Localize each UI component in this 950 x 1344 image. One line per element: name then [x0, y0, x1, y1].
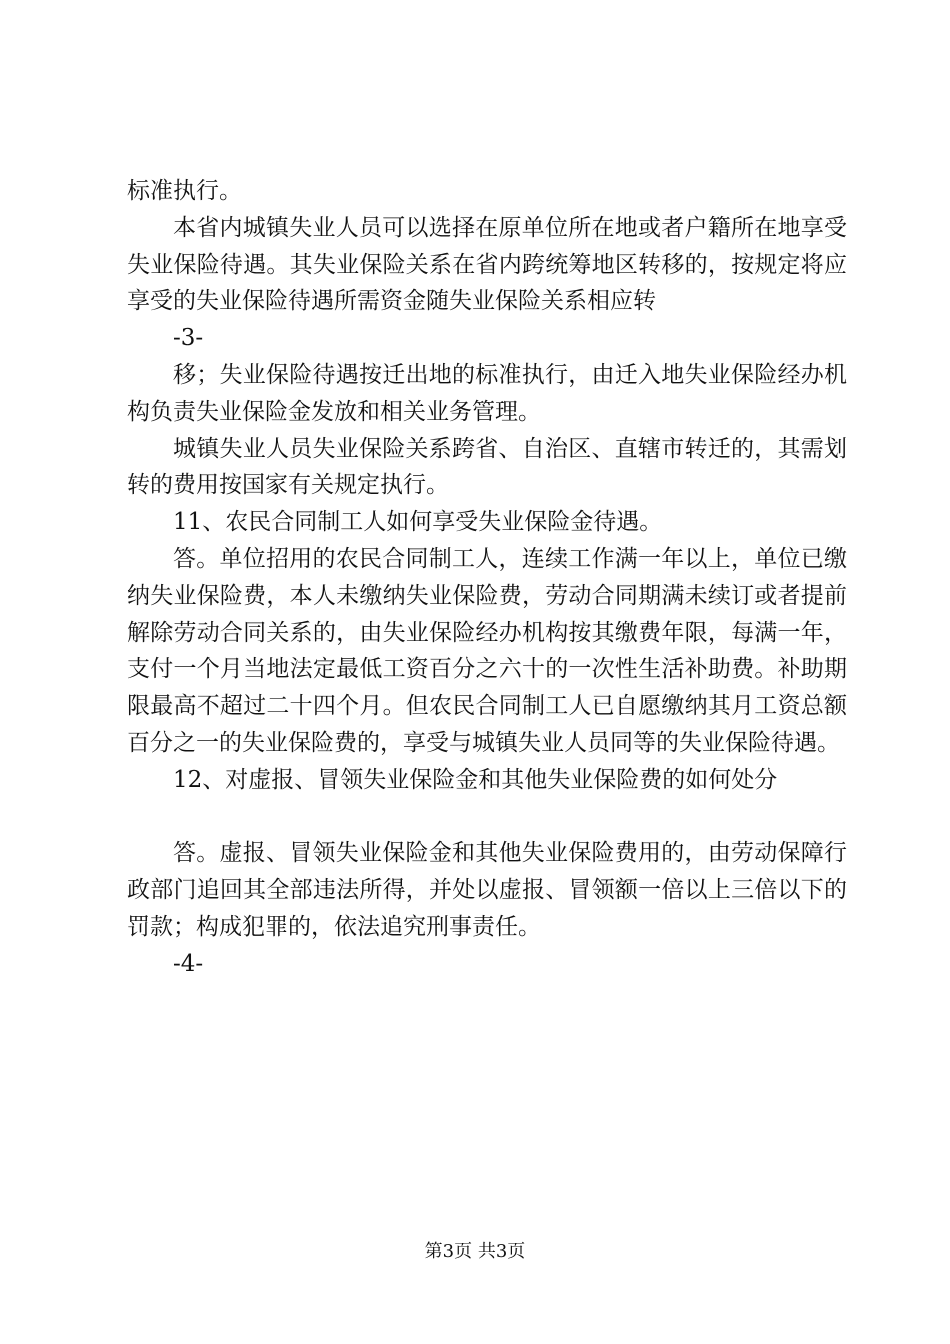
answer-11: 答。单位招用的农民合同制工人，连续工作满一年以上，单位已缴纳失业保险费，本人未缴纳失业保险费，劳动合同期满未续订或者提前解除劳动合同关系的，由失业保险经办机构按其缴费年限，每满一年，支付一个月当地法定最低工资百分之六十的一次性生活补助费。补助期限最高不超过二十四个月。但农民合同制工人已自愿缴纳其月工资总额百分之一的失业保险费的，享受与城镇失业人员同等的失业保险待遇。 — [127, 545, 847, 756]
paragraph-continuation: 标准执行。 — [127, 178, 242, 204]
page-marker-4: -4- — [173, 950, 204, 977]
answer-12: 答。虚报、冒领失业保险金和其他失业保险费用的，由劳动保障行政部门追回其全部违法所得，并处以虚报、冒领额一倍以上三倍以下的罚款；构成犯罪的，依法追究刑事责任。 — [127, 840, 847, 940]
document-body — [127, 173, 847, 983]
question-12: 12、对虚报、冒领失业保险金和其他失业保险费的如何处分 — [173, 766, 778, 793]
paragraph-transfer-standard: 移；失业保险待遇按迁出地的标准执行，由迁入地失业保险经办机构负责失业保险金发放和相关业务管理。 — [127, 361, 847, 425]
question-11: 11、农民合同制工人如何享受失业保险金待遇。 — [173, 509, 663, 536]
paragraph-transfer-rules: 本省内城镇失业人员可以选择在原单位所在地或者户籍所在地享受失业保险待遇。其失业保险关系在省内跨统筹地区转移的，按规定将应享受的失业保险待遇所需资金随失业保险关系相应转 — [127, 214, 847, 315]
paragraph-cross-province: 城镇失业人员失业保险关系跨省、自治区、直辖市转迁的，其需划转的费用按国家有关规定执行。 — [127, 435, 847, 499]
page-footer: 第3页 共3页 — [424, 1241, 526, 1262]
page-marker-3: -3- — [173, 325, 204, 352]
